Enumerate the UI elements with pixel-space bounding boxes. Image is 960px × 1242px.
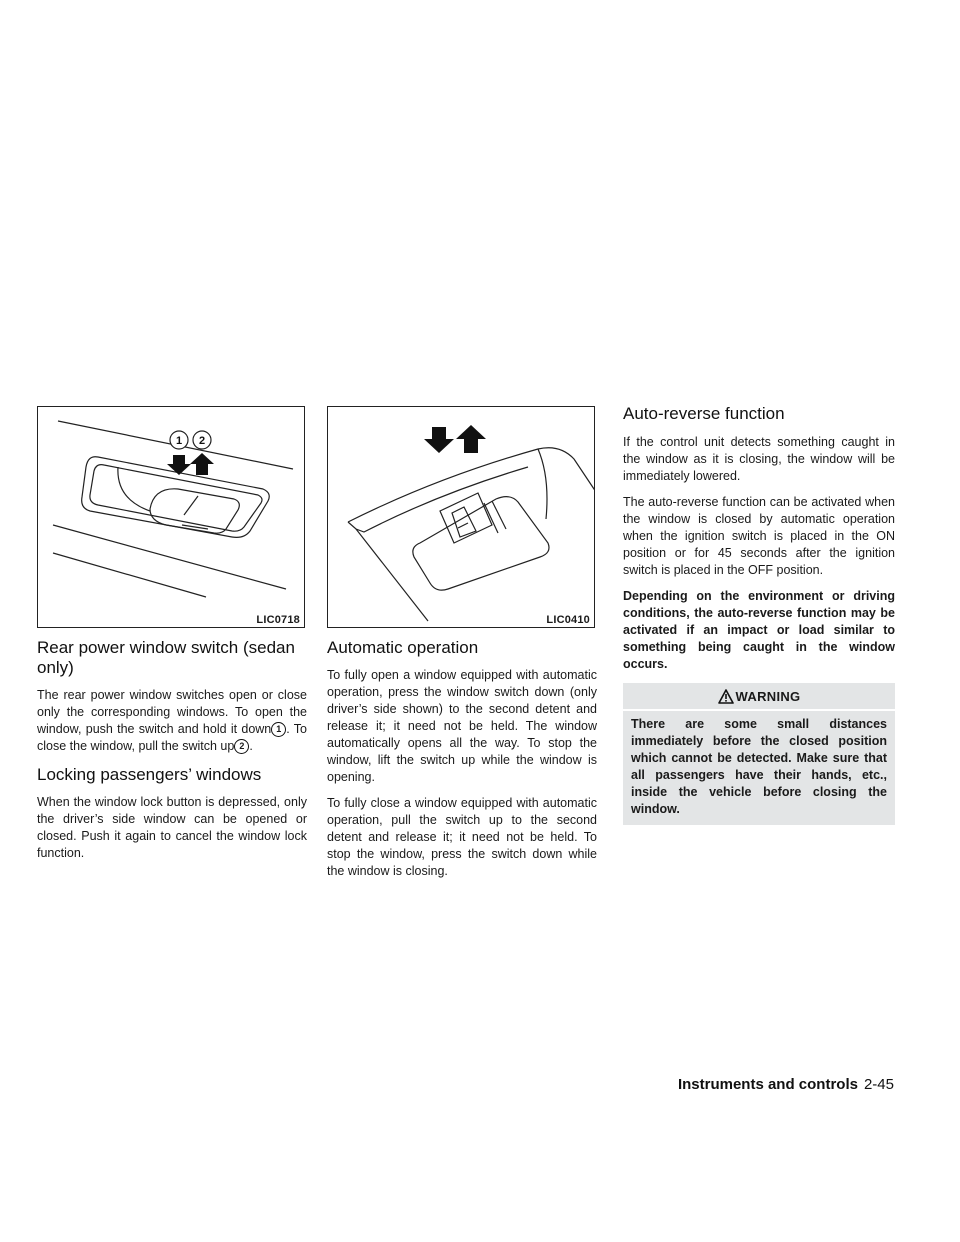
paragraph-reverse-1: If the control unit detects something caught in the window as it is closing, the window will be immediately lowered.	[623, 435, 895, 483]
callout-1-label: 1	[175, 435, 183, 447]
column-left	[37, 406, 307, 871]
rear-window-switch-illustration	[38, 407, 305, 628]
heading-auto-reverse-function: Auto-reverse function	[623, 404, 785, 423]
warning-box	[623, 683, 895, 825]
callout-2-label: 2	[198, 435, 206, 447]
warning-triangle-icon	[718, 689, 734, 704]
column-middle	[327, 406, 597, 889]
warning-label: WARNING	[735, 689, 801, 704]
paragraph-reverse-2: The auto-reverse function can be activated when the window is closed by automatic operation when the ignition switch is placed in the ON position or for 45 seconds after the ignition switch is placed in the OFF position.	[623, 495, 895, 577]
heading-rear-power-window-switch: Rear power window switch (sedan only)	[37, 638, 295, 677]
warning-text: There are some small distances immediately before the closed position which cannot be detected. Make sure that all passengers have their hands, etc., inside the vehicle before closing the window.	[631, 717, 887, 816]
heading-locking-passengers-windows: Locking passengers’ windows	[37, 765, 262, 784]
arrow-down-icon	[167, 455, 191, 475]
column-right	[623, 404, 895, 825]
callout-2-icon	[193, 431, 211, 449]
figure-automatic-switch	[327, 406, 595, 628]
arrow-down-icon	[424, 427, 454, 453]
figure-rear-window-switch	[37, 406, 305, 628]
callout-1-inline-icon: 1	[271, 722, 286, 737]
paragraph-auto-open: To fully open a window equipped with automatic operation, press the window switch down (only driver’s side shown) to the second detent and release it; it need not be held. The window automatically opens all the way. To stop the window, lift the switch up while the window is opening.	[327, 668, 597, 784]
heading-automatic-operation: Automatic operation	[327, 638, 479, 657]
figure-code: LIC0718	[256, 614, 300, 626]
figure-code: LIC0410	[546, 614, 590, 626]
callout-2-inline-icon: 2	[234, 739, 249, 754]
paragraph-reverse-3: Depending on the environment or driving conditions, the auto-reverse function may be activated if an impact or load similar to something being caught in the window occurs.	[623, 589, 895, 671]
paragraph-rear-power-window: The rear power window switches open or close only the corresponding windows. To open the window, push the switch and hold it down 1 . To close the window, pull the switch up 2 .	[37, 688, 307, 753]
arrow-up-icon	[456, 425, 486, 453]
automatic-switch-illustration	[328, 407, 595, 628]
footer-section-title: Instruments and controls	[677, 1076, 858, 1093]
footer-page-number: 2-45	[863, 1076, 894, 1093]
arrow-up-icon	[190, 453, 214, 475]
page-footer	[678, 1076, 894, 1093]
callout-1-icon	[170, 431, 188, 449]
paragraph-locking: When the window lock button is depressed, only the driver’s side window can be opened or closed. Push it again to cancel the window lock function.	[37, 795, 307, 860]
paragraph-auto-close: To fully close a window equipped with automatic operation, pull the switch up to the second detent and release it; it need not be held. To stop the window, press the switch down while the window is closing.	[327, 796, 597, 878]
warning-header	[623, 683, 895, 711]
